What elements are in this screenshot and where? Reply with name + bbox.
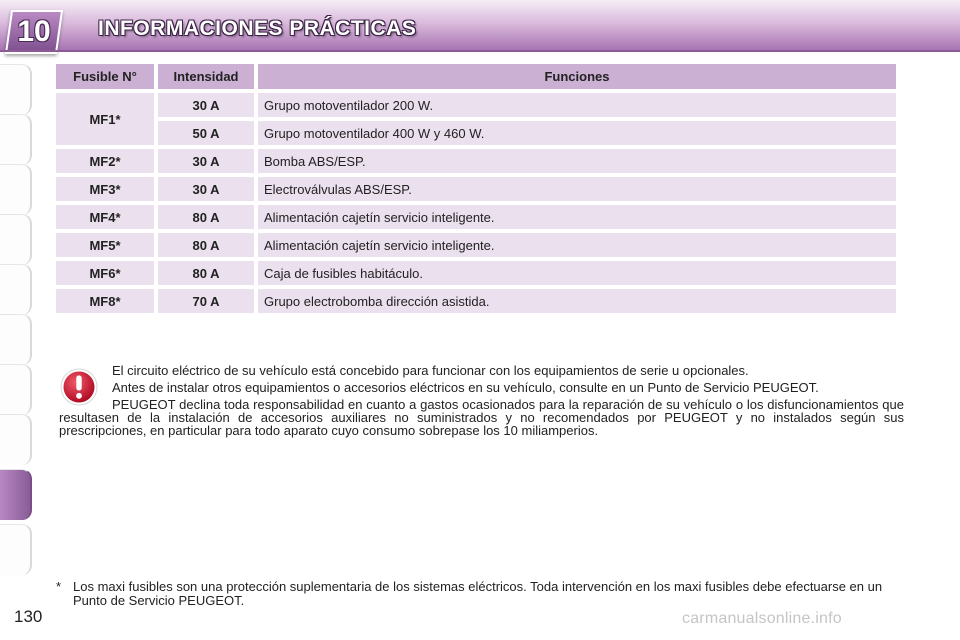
function-cell: Caja de fusibles habitáculo.: [258, 261, 896, 285]
chapter-title: INFORMACIONES PRÁCTICAS: [98, 17, 417, 40]
table-row: [56, 261, 896, 285]
note-paragraph: El circuito eléctrico de su vehículo está concebido para funcionar con los equipamientos de serie u opcionales.: [112, 363, 749, 378]
column-header-fuse: Fusible N°: [56, 64, 154, 89]
side-tab[interactable]: [0, 264, 32, 315]
side-tab[interactable]: [0, 64, 32, 115]
side-tab[interactable]: [0, 114, 32, 165]
table-row: [56, 93, 896, 117]
page-number: 130: [14, 607, 43, 626]
fuse-cell: MF4*: [56, 205, 154, 229]
side-tab[interactable]: [0, 414, 32, 465]
fuse-cell: MF5*: [56, 233, 154, 257]
watermark: carmanualsonline.info: [682, 610, 842, 627]
function-cell: Grupo motoventilador 200 W.: [258, 93, 896, 117]
side-tab[interactable]: [0, 164, 32, 215]
amperage-cell: 30 A: [158, 177, 254, 201]
amperage-cell: 80 A: [158, 233, 254, 257]
amperage-cell: 30 A: [158, 149, 254, 173]
fuse-table: [52, 60, 900, 317]
column-header-amperage: Intensidad: [158, 64, 254, 89]
function-cell: Alimentación cajetín servicio inteligente.: [258, 205, 896, 229]
chapter-number: 10: [17, 15, 51, 48]
table-row: [56, 289, 896, 313]
function-cell: Alimentación cajetín servicio inteligente.: [258, 233, 896, 257]
header-divider: [0, 50, 960, 52]
amperage-cell: 80 A: [158, 205, 254, 229]
footnote-text: Los maxi fusibles son una protección suplementaria de los sistemas eléctricos. Toda intervención en los maxi fusibles debe efectuarse en un Punto de Servicio PEUGEOT.: [73, 579, 883, 608]
chapter-header: [0, 0, 960, 52]
chapter-side-tabs: [0, 64, 34, 576]
side-tab-active[interactable]: [0, 469, 32, 520]
side-tab[interactable]: [0, 364, 32, 415]
table-row: [56, 121, 896, 145]
warning-notes: [59, 364, 904, 441]
chapter-badge: [5, 10, 63, 54]
fuse-cell: MF1*: [56, 93, 154, 145]
amperage-cell: 80 A: [158, 261, 254, 285]
fuse-cell: MF2*: [56, 149, 154, 173]
function-cell: Bomba ABS/ESP.: [258, 149, 896, 173]
function-cell: Electroválvulas ABS/ESP.: [258, 177, 896, 201]
function-cell: Grupo electrobomba dirección asistida.: [258, 289, 896, 313]
amperage-cell: 70 A: [158, 289, 254, 313]
note-paragraph: Antes de instalar otros equipamientos o accesorios eléctricos en su vehículo, consulte en un Punto de Servicio PEUGEOT.: [112, 380, 819, 395]
table-header-row: [56, 64, 896, 89]
column-header-functions: Funciones: [258, 64, 896, 89]
table-row: [56, 177, 896, 201]
side-tab[interactable]: [0, 214, 32, 265]
fuse-cell: MF8*: [56, 289, 154, 313]
side-tab[interactable]: [0, 314, 32, 365]
function-cell: Grupo motoventilador 400 W y 460 W.: [258, 121, 896, 145]
side-tab[interactable]: [0, 524, 32, 575]
fuse-cell: MF3*: [56, 177, 154, 201]
table-row: [56, 233, 896, 257]
footnote-marker: *: [56, 579, 62, 594]
note-paragraph: PEUGEOT declina toda responsabilidad en cuanto a gastos ocasionados para la reparación de su vehículo o los disfuncionamientos que resultasen de la instalación de accesorios auxiliares no suministrados y no recomendados por PEUGEOT y no instalados según sus prescripciones, en particular para todo aparato cuyo consumo sobrepase los 10 miliamperios.: [59, 397, 904, 438]
amperage-cell: 30 A: [158, 93, 254, 117]
table-row: [56, 205, 896, 229]
amperage-cell: 50 A: [158, 121, 254, 145]
fuse-cell: MF6*: [56, 261, 154, 285]
table-row: [56, 149, 896, 173]
